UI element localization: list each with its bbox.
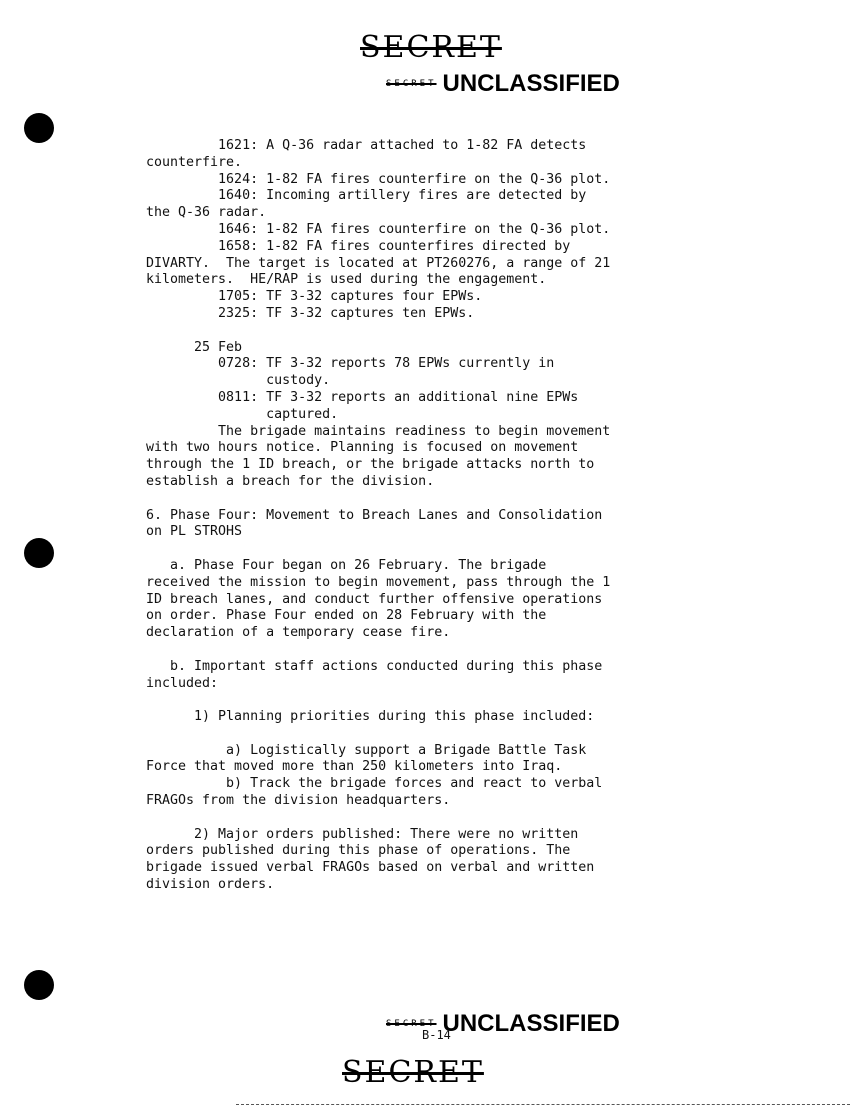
body-line: the Q-36 radar. — [146, 205, 267, 221]
body-line: kilometers. HE/RAP is used during the engagement. — [146, 272, 547, 288]
body-line: 1621: A Q-36 radar attached to 1-82 FA detects — [146, 138, 587, 153]
body-line: b) Track the brigade forces and react to verbal — [146, 776, 603, 792]
body-line: 1624: 1-82 FA fires counterfire on the Q-36 plot. — [146, 171, 611, 187]
body-line: 2325: TF 3-32 captures ten EPWs. — [146, 305, 475, 321]
classification-header — [386, 70, 620, 98]
page-number: B-14 — [422, 1028, 451, 1042]
body-line: received the mission to begin movement, pass through the 1 — [146, 574, 611, 590]
body-line: counterfire. — [146, 154, 243, 170]
body-line: 0811: TF 3-32 reports an additional nine EPWs — [146, 389, 579, 405]
body-line: 1658: 1-82 FA fires counterfires directed by — [146, 238, 571, 254]
body-line: declaration of a temporary cease fire. — [146, 625, 451, 641]
small-secret-marking-top: SECRET — [386, 79, 437, 89]
bottom-divider — [236, 1104, 850, 1105]
body-line: 0728: TF 3-32 reports 78 EPWs currently in — [146, 356, 555, 372]
unclassified-label-bottom: UNCLASSIFIED — [442, 1010, 620, 1037]
body-line: 1640: Incoming artillery fires are detected by — [146, 188, 587, 204]
body-line: DIVARTY. The target is located at PT260276, a range of 21 — [146, 255, 611, 271]
body-line: The brigade maintains readiness to begin movement — [146, 423, 611, 439]
body-line: FRAGOs from the division headquarters. — [146, 793, 451, 809]
body-line: on PL STROHS — [146, 524, 243, 540]
body-line: division orders. — [146, 877, 275, 893]
body-line: through the 1 ID breach, or the brigade attacks north to — [146, 457, 595, 473]
body-line: 6. Phase Four: Movement to Breach Lanes and Consolidation — [146, 507, 603, 523]
secret-marking-bottom: SECRET — [342, 1055, 484, 1090]
binder-hole-middle — [24, 538, 54, 568]
body-line: a. Phase Four began on 26 February. The brigade — [146, 557, 547, 573]
body-line: 1705: TF 3-32 captures four EPWs. — [146, 289, 483, 305]
secret-marking-top: SECRET — [360, 30, 502, 65]
body-line — [146, 642, 746, 659]
body-line — [146, 692, 746, 709]
document-body — [146, 138, 746, 894]
body-line: custody. — [146, 373, 331, 389]
unclassified-label-top: UNCLASSIFIED — [442, 70, 620, 97]
body-line — [146, 491, 746, 508]
body-line: 1) Planning priorities during this phase included: — [146, 709, 595, 725]
body-line: included: — [146, 675, 219, 691]
body-line — [146, 541, 746, 558]
body-line — [146, 323, 746, 340]
body-line — [146, 810, 746, 827]
body-line: with two hours notice. Planning is focused on movement — [146, 440, 579, 456]
body-line: 25 Feb — [146, 339, 243, 355]
body-line: ID breach lanes, and conduct further offensive operations — [146, 591, 603, 607]
body-line: establish a breach for the division. — [146, 473, 435, 489]
body-line: on order. Phase Four ended on 28 February with the — [146, 608, 547, 624]
binder-hole-top — [24, 113, 54, 143]
body-line: a) Logistically support a Brigade Battle Task — [146, 742, 587, 758]
body-line: b. Important staff actions conducted during this phase — [146, 658, 603, 674]
body-line — [146, 726, 746, 743]
body-line: 2) Major orders published: There were no written — [146, 826, 579, 842]
body-line: 1646: 1-82 FA fires counterfire on the Q-36 plot. — [146, 221, 611, 237]
body-line: captured. — [146, 406, 339, 422]
body-line: brigade issued verbal FRAGOs based on verbal and written — [146, 860, 595, 876]
binder-hole-bottom — [24, 970, 54, 1000]
body-line: Force that moved more than 250 kilometers into Iraq. — [146, 759, 563, 775]
body-line: orders published during this phase of operations. The — [146, 843, 571, 859]
small-secret-marking-bottom: SECRET — [386, 1019, 437, 1029]
